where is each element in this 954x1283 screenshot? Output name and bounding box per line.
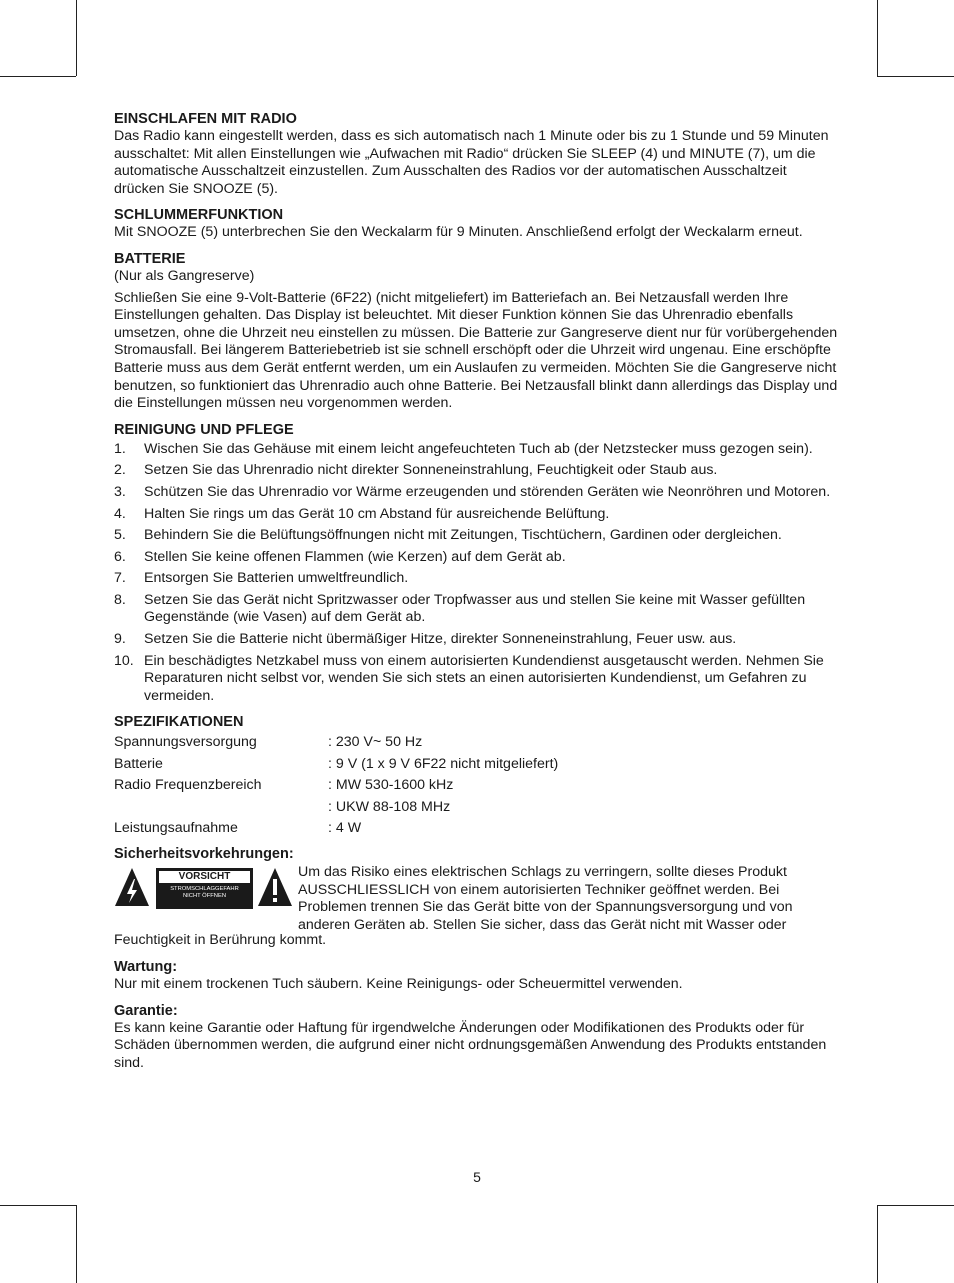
- table-row: [114, 755, 558, 777]
- crop-mark: [0, 76, 76, 77]
- safety-body: Um das Risiko eines elektrischen Schlags zu verringern, sollte dieses Produkt AUSSCHLIESSLICH von einem autorisierten Techniker geöffnet werden. Bei Problemen trennen Sie das Gerät bitte von der Spannungsversorgung und von anderen Geräten ab. Stellen Sie sicher, dass das Gerät nicht mit Wasser oder: [298, 863, 793, 933]
- list-number: 3.: [114, 483, 126, 500]
- list-text: Behindern Sie die Belüftungsöffnungen nicht mit Zeitungen, Tischtüchern, Gardinen oder dergleichen.: [144, 527, 782, 544]
- safety-body-continued: Feuchtigkeit in Berührung kommt.: [114, 932, 327, 949]
- list-item: [114, 462, 838, 480]
- crop-mark: [877, 0, 878, 76]
- list-number: 9.: [114, 631, 126, 648]
- section-title: Garantie:: [114, 1002, 178, 1019]
- list-number: 4.: [114, 505, 126, 522]
- section-title: EINSCHLAFEN MIT RADIO: [114, 111, 297, 127]
- spec-label: [114, 798, 328, 820]
- section-body: Das Radio kann eingestellt werden, dass es sich automatisch nach 1 Minute oder bis zu 1 Stunde und 59 Minuten ausschaltet: Mit allen Einstellungen wie „Aufwachen mit Radio“ drücken Sie SLEEP (4) und MINUTE (7), um die automatische Ausschaltzeit einzustellen. Zum Ausschalten des Radios vor der automatischen Ausschaltzeit drücken Sie SNOOZE (5).: [114, 128, 829, 197]
- list-item: [114, 549, 838, 567]
- table-row: [114, 733, 558, 755]
- warning-sublabel: STROMSCHLAGGEFAHR NICHT ÖFFNEN: [170, 885, 239, 899]
- crop-mark: [0, 1205, 76, 1206]
- section-maintenance: [114, 958, 838, 994]
- lightning-triangle-icon: [114, 867, 150, 907]
- exclamation-triangle-icon: [257, 867, 293, 907]
- section-snooze: [114, 206, 838, 242]
- list-text: Setzen Sie das Uhrenradio nicht direkter Sonneneinstrahlung, Feuchtigkeit oder Staub aus.: [144, 462, 718, 479]
- crop-mark: [76, 1205, 77, 1283]
- spec-value: : 4 W: [328, 820, 362, 837]
- list-text: Setzen Sie das Gerät nicht Spritzwasser oder Tropfwasser aus und stellen Sie keine mit Wasser gefüllten Gegenstände (wie Vasen) auf dem Gerät ab.: [144, 591, 806, 626]
- section-body: Nur mit einem trockenen Tuch säubern. Keine Reinigungs- oder Scheuermittel verwenden.: [114, 975, 683, 992]
- section-body: Es kann keine Garantie oder Haftung für irgendwelche Änderungen oder Modifikationen des Produkts oder für Schäden übernommen werden, die aufgrund einer nicht ordnungsgemäßen Anwendung des Produkts entstanden sind.: [114, 1019, 827, 1071]
- section-title: BATTERIE: [114, 250, 186, 267]
- section-sleep: [114, 110, 838, 198]
- list-item: [114, 484, 838, 502]
- section-title: SCHLUMMERFUNKTION: [114, 207, 284, 224]
- spec-value: : 9 V (1 x 9 V 6F22 nicht mitgeliefert): [328, 755, 559, 772]
- section-battery: [114, 250, 838, 413]
- list-number: 1.: [114, 440, 126, 457]
- list-item: [114, 570, 838, 588]
- list-text: Schützen Sie das Uhrenradio vor Wärme erzeugenden und störenden Geräten wie Neonröhren und Motoren.: [144, 483, 831, 500]
- crop-mark: [877, 1205, 954, 1206]
- list-text: Setzen Sie die Batterie nicht übermäßiger Hitze, direkter Sonneneinstrahlung, Feuer usw. aus.: [144, 631, 737, 648]
- list-number: 5.: [114, 527, 126, 544]
- list-item: [114, 506, 838, 524]
- table-row: [114, 819, 558, 841]
- spec-label: Spannungsversorgung: [114, 734, 257, 751]
- spec-label: Leistungsaufnahme: [114, 820, 238, 837]
- section-title: Wartung:: [114, 958, 178, 975]
- warning-graphic: [114, 864, 298, 922]
- section-title: Sicherheitsvorkehrungen:: [114, 845, 294, 862]
- section-care: [114, 421, 838, 706]
- section-title: REINIGUNG UND PFLEGE: [114, 421, 294, 438]
- list-item: [114, 441, 838, 459]
- list-text: Halten Sie rings um das Gerät 10 cm Abstand für ausreichende Belüftung.: [144, 505, 610, 522]
- document-body: [114, 110, 838, 1072]
- list-item: [114, 592, 838, 627]
- table-row: [114, 776, 558, 798]
- list-number: 6.: [114, 548, 126, 565]
- list-item: [114, 653, 838, 706]
- list-item: [114, 527, 838, 545]
- list-item: [114, 631, 838, 649]
- list-text: Ein beschädigtes Netzkabel muss von einem autorisierten Kundendienst ausgetauscht werden. Nehmen Sie Reparaturen nicht selbst vor, wenden Sie sich stets an einen autorisierten Kundendienst, um Gefahren zu vermeiden.: [144, 652, 824, 704]
- list-number: 7.: [114, 570, 126, 587]
- warning-label-box: [156, 868, 253, 909]
- section-title: SPEZIFIKATIONEN: [114, 714, 244, 731]
- crop-mark: [76, 0, 77, 76]
- section-specs: [114, 713, 838, 841]
- page-number: 5: [473, 1169, 481, 1185]
- table-row: [114, 798, 558, 820]
- list-text: Wischen Sie das Gehäuse mit einem leicht angefeuchteten Tuch ab (der Netzstecker muss gezogen sein).: [144, 440, 813, 457]
- section-safety: [114, 845, 838, 950]
- warning-label: VORSICHT: [159, 871, 250, 883]
- spec-value: : 230 V~ 50 Hz: [328, 734, 423, 751]
- list-number: 10.: [114, 652, 134, 669]
- spec-label: Radio Frequenzbereich: [114, 777, 262, 794]
- spec-value: : UKW 88-108 MHz: [328, 798, 451, 815]
- list-number: 8.: [114, 591, 126, 608]
- list-number: 2.: [114, 462, 126, 479]
- list-text: Entsorgen Sie Batterien umweltfreundlich.: [144, 570, 409, 587]
- section-note: (Nur als Gangreserve): [114, 267, 255, 284]
- spec-value: : MW 530-1600 kHz: [328, 777, 454, 794]
- spec-label: Batterie: [114, 755, 163, 772]
- section-warranty: [114, 1002, 838, 1073]
- section-body: Mit SNOOZE (5) unterbrechen Sie den Weckalarm für 9 Minuten. Anschließend erfolgt der Weckalarm erneut.: [114, 224, 803, 241]
- spec-table: [114, 733, 558, 841]
- crop-mark: [877, 1205, 878, 1283]
- crop-mark: [877, 76, 954, 77]
- safety-warning: [114, 864, 838, 950]
- section-body: Schließen Sie eine 9-Volt-Batterie (6F22) (nicht mitgeliefert) im Batteriefach an. Bei Netzausfall werden Ihre Einstellungen gehalten. Das Display ist beleuchtet. Mit dieser Funktion können Sie das Uhrenradio ebenfalls umsetzen, ohne die Uhrzeit neu einstellen zu müssen. Die Batterie zur Gangreserve dient nur für vorübergehenden Stromausfall. Bei längerem Batteriebetrieb ist sie schnell erschöpft oder die Uhrzeit wird ungenau. Eine erschöpfte Batterie muss aus dem Gerät entfernt werden, um ein Auslaufen zu vermeiden. Möchten Sie die Gangreserve nicht benutzen, so funktioniert das Uhrenradio auch ohne Batterie. Bei Netzausfall blinkt dann allerdings das Display und die Einstellungen müssen neu vorgenommen werden.: [114, 289, 838, 412]
- care-list: [114, 441, 838, 706]
- list-text: Stellen Sie keine offenen Flammen (wie Kerzen) auf dem Gerät ab.: [144, 548, 566, 565]
